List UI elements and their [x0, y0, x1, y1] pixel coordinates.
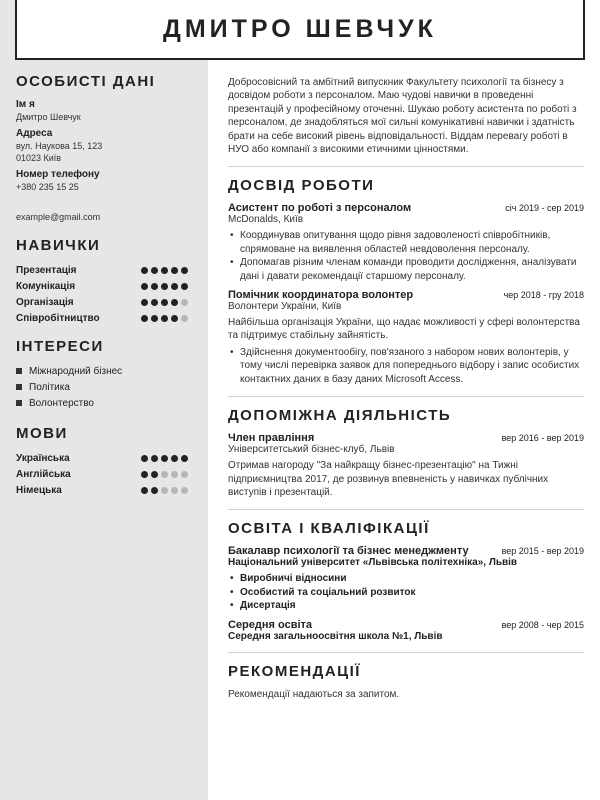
list-item: • Здійснення документообігу, пов'язаного з набором нових волонтерів, у тому числі перевірка заявок для попереднього відбору і запис особистих контактних даних в базу даних Microsoft Access. — [228, 346, 584, 386]
edu-2-header — [228, 619, 584, 631]
language-row — [16, 450, 192, 466]
level-dot — [141, 299, 148, 306]
job-1-bullets — [228, 229, 584, 283]
skill-name: Презентація — [16, 264, 77, 276]
level-dot — [161, 315, 168, 322]
address-line2: 01023 Київ — [16, 153, 62, 163]
job-2-desc: Найбільша організація України, що надає можливості у сфері волонтерства та підтримує стабільну зайнятість. — [228, 317, 580, 342]
list-item: • Допомагав різним членам команди проводити дослідження, аналізувати дані і давати рекомендації старшому персоналу. — [228, 256, 584, 283]
list-item: • Координував опитування щодо рівня задоволеності співробітників, спрямоване на виявлення областей невдоволення персоналу. — [228, 229, 584, 256]
level-dot — [181, 471, 188, 478]
level-dot — [141, 487, 148, 494]
full-name: ДМИТРО ШЕВЧУК — [163, 14, 437, 43]
level-dot — [151, 471, 158, 478]
interests-heading: ІНТЕРЕСИ — [16, 338, 104, 355]
level-dot — [141, 315, 148, 322]
skill-level — [141, 267, 188, 274]
sidebar-content — [16, 73, 192, 498]
level-dot — [171, 299, 178, 306]
interest-label: Волонтерство — [29, 397, 94, 409]
square-bullet-icon — [16, 368, 22, 374]
level-dot — [171, 455, 178, 462]
job-2-date: чер 2018 - гру 2018 — [503, 290, 584, 301]
language-level — [141, 487, 188, 494]
edu-1-title: Бакалавр психології та бізнес менеджменту — [228, 545, 469, 558]
name-block — [16, 98, 192, 123]
level-dot — [171, 283, 178, 290]
skills-heading: НАВИЧКИ — [16, 237, 101, 254]
level-dot — [171, 471, 178, 478]
language-row — [16, 482, 192, 498]
phone-label: Номер телефону — [16, 169, 100, 180]
activity-title: Член правління — [228, 432, 315, 445]
name-value: Дмитро Шевчук — [16, 112, 81, 122]
name-label: Ім я — [16, 99, 35, 110]
skill-row — [16, 278, 192, 294]
activities-heading: ДОПОМІЖНА ДІЯЛЬНІСТЬ — [228, 407, 452, 425]
summary: Добросовісний та амбітний випускник Факультету психології та бізнесу з досвідом роботи з персоналом. Маю чудові навички в проведенні презентацій у професійному оточенні. Шукаю роботу асистента по роботі з персоналом, де знадобляться мої сильні комунікативні навички і здатність брати на себе високий рівень відповідальності. Віддам перевагу роботі в НУО або компанії з високими етичними цінностями. — [228, 77, 577, 156]
education-heading: ОСВІТА І КВАЛІФІКАЦІЇ — [228, 520, 430, 538]
skills-list — [16, 262, 192, 326]
skill-row — [16, 310, 192, 326]
square-bullet-icon — [16, 400, 22, 406]
level-dot — [181, 283, 188, 290]
personal-heading: ОСОБИСТІ ДАНІ — [16, 73, 156, 90]
edu-2-title: Середня освіта — [228, 618, 313, 631]
activity-date: вер 2016 - вер 2019 — [501, 433, 584, 444]
interest-label: Політика — [29, 381, 70, 393]
level-dot — [161, 487, 168, 494]
level-dot — [151, 267, 158, 274]
edu-1-header — [228, 545, 584, 557]
skill-name: Організація — [16, 296, 74, 308]
level-dot — [181, 267, 188, 274]
interest-item — [16, 363, 192, 379]
level-dot — [181, 315, 188, 322]
divider — [228, 509, 584, 510]
language-name: Німецька — [16, 484, 62, 496]
job-2-header — [228, 289, 584, 301]
level-dot — [171, 487, 178, 494]
address-label: Адреса — [16, 128, 53, 139]
edu-1-bullets — [228, 572, 584, 612]
phone-value: +380 235 15 25 — [16, 182, 79, 192]
job-1-header — [228, 202, 584, 214]
activity-header — [228, 432, 584, 444]
interest-label: Міжнародний бізнес — [29, 365, 123, 377]
experience-heading: ДОСВІД РОБОТИ — [228, 177, 375, 195]
level-dot — [151, 299, 158, 306]
interests-list — [16, 363, 192, 411]
language-name: Українська — [16, 452, 70, 464]
edu-2-org: Середня загальноосвітня школа №1, Львів — [228, 630, 443, 642]
edu-1-date: вер 2015 - вер 2019 — [501, 546, 584, 557]
edu-1-org: Національний університет «Львівська політехніка», Львів — [228, 557, 518, 569]
skill-level — [141, 283, 188, 290]
language-name: Англійська — [16, 468, 71, 480]
divider — [228, 652, 584, 653]
skill-name: Співробітництво — [16, 312, 100, 324]
job-2-title: Помічник координатора волонтер — [228, 289, 414, 302]
language-row — [16, 466, 192, 482]
level-dot — [171, 267, 178, 274]
level-dot — [181, 299, 188, 306]
level-dot — [161, 283, 168, 290]
languages-heading: МОВИ — [16, 425, 68, 442]
language-level — [141, 455, 188, 462]
level-dot — [141, 283, 148, 290]
level-dot — [151, 455, 158, 462]
job-1-org: McDonalds, Київ — [228, 214, 304, 226]
level-dot — [161, 299, 168, 306]
job-2-bullets — [228, 346, 584, 386]
job-1-title: Асистент по роботі з персоналом — [228, 202, 412, 215]
skill-name: Комунікація — [16, 280, 76, 292]
square-bullet-icon — [16, 384, 22, 390]
edu-2-date: вер 2008 - чер 2015 — [501, 619, 584, 630]
list-item: • Особистий та соціальний розвиток — [228, 586, 584, 599]
activity-org: Університетський бізнес-клуб, Львів — [228, 444, 395, 456]
level-dot — [161, 455, 168, 462]
skill-level — [141, 299, 188, 306]
job-2-org: Волонтери України, Київ — [228, 301, 342, 313]
level-dot — [151, 487, 158, 494]
level-dot — [181, 455, 188, 462]
divider — [228, 166, 584, 167]
main-content — [228, 76, 584, 701]
interest-item — [16, 395, 192, 411]
address-block — [16, 127, 192, 164]
interest-item — [16, 379, 192, 395]
level-dot — [161, 267, 168, 274]
address-line1: вул. Наукова 15, 123 — [16, 141, 103, 151]
level-dot — [151, 283, 158, 290]
divider — [228, 396, 584, 397]
list-item: • Виробничі відносини — [228, 572, 584, 585]
list-item: • Дисертація — [228, 599, 584, 612]
name-header — [15, 0, 585, 60]
skill-level — [141, 315, 188, 322]
job-1-date: січ 2019 - сер 2019 — [505, 203, 584, 214]
phone-block — [16, 168, 192, 193]
recommendations-text: Рекомендації надаються за запитом. — [228, 688, 400, 700]
skill-row — [16, 262, 192, 278]
level-dot — [141, 267, 148, 274]
activity-desc: Отримав нагороду "За найкращу бізнес-презентацію" на Тижні підприємництва 2017, де розвинув впевненість у навичках публічних виступів і презентацій. — [228, 460, 549, 498]
level-dot — [161, 471, 168, 478]
level-dot — [151, 315, 158, 322]
recommendations-heading: РЕКОМЕНДАЦІЇ — [228, 662, 361, 680]
level-dot — [141, 455, 148, 462]
languages-list — [16, 450, 192, 498]
level-dot — [181, 487, 188, 494]
skill-row — [16, 294, 192, 310]
level-dot — [141, 471, 148, 478]
language-level — [141, 471, 188, 478]
email-value[interactable]: example@gmail.com — [16, 212, 101, 222]
level-dot — [171, 315, 178, 322]
